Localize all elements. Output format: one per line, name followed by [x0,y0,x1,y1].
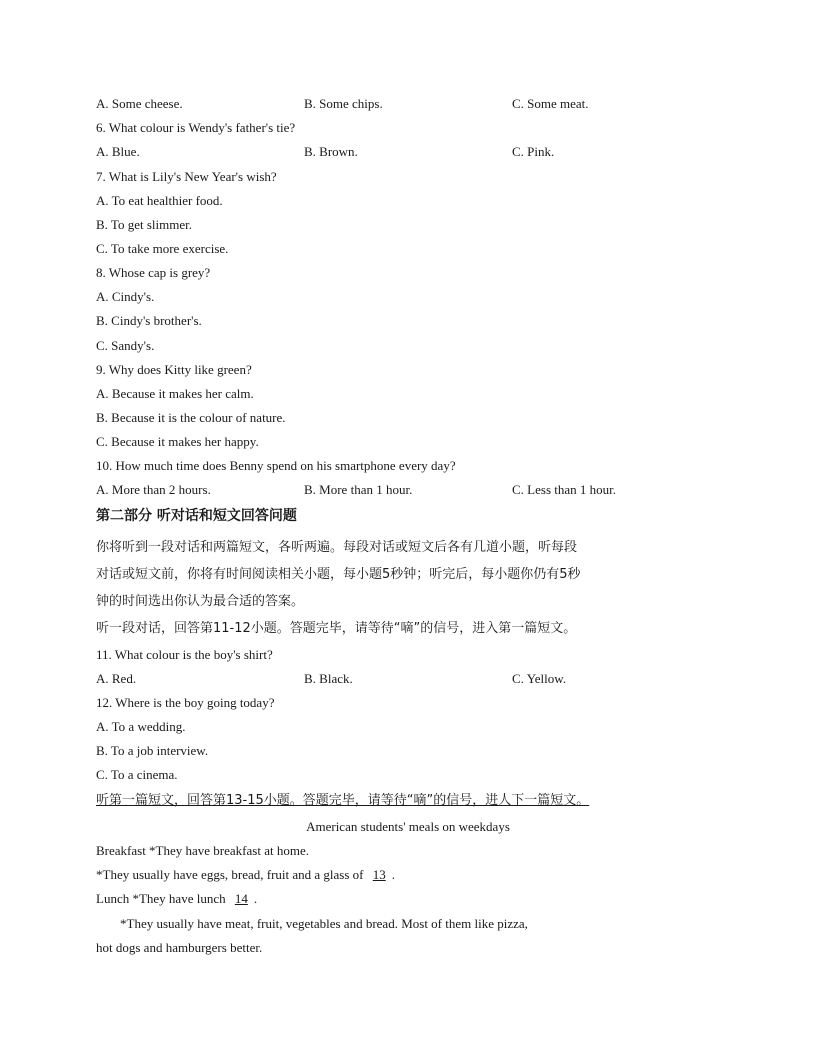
q12-option-c: C. To a cinema. [96,767,178,782]
q7-option-c: C. To take more exercise. [96,241,229,256]
period: . [253,891,258,906]
lunch-detail-1: *They usually have meat, fruit, vegetables and bread. Most of them like pizza, [120,916,528,931]
blank-13: 13 [372,867,386,882]
q6-option-a: A. Blue. [96,144,140,159]
q11-option-a: A. Red. [96,671,137,686]
table-title: American students' meals on weekdays [306,819,510,834]
q5-option-c: C. Some meat. [512,96,589,111]
instruction-line-2: 对话或短文前，你将有时间阅读相关小题，每小题5秒钟；听完后，每小题你仍有5秒 [96,567,581,582]
breakfast-line: Breakfast *They have breakfast at home. [96,843,309,858]
instruction-line-1: 你将听到一段对话和两篇短文，各听两遍。每段对话或短文后各有几道小题，听每段 [96,540,578,555]
q9-option-a: A. Because it makes her calm. [96,386,254,401]
lunch-line [96,891,257,907]
q11-option-b: B. Black. [304,671,353,686]
lunch-detail-2: hot dogs and hamburgers better. [96,940,263,955]
q12-question: 12. Where is the boy going today? [96,695,275,710]
q8-option-b: B. Cindy's brother's. [96,313,202,328]
q5-option-a: A. Some cheese. [96,96,183,111]
q10-option-c: C. Less than 1 hour. [512,482,616,497]
lunch-text: Lunch *They have lunch [96,891,229,906]
section-heading: 第二部分 听对话和短文回答问题 [96,508,297,524]
q6-question: 6. What colour is Wendy's father's tie? [96,120,296,135]
breakfast-detail-text: *They usually have eggs, bread, fruit and a glass of [96,867,367,882]
instruction-line-3: 钟的时间选出你认为最合适的答案。 [96,594,305,609]
q10-option-a: A. More than 2 hours. [96,482,211,497]
breakfast-detail [96,867,395,883]
q10-question: 10. How much time does Benny spend on his smartphone every day? [96,458,456,473]
q7-option-b: B. To get slimmer. [96,217,192,232]
passage-instruction: 听第一篇短文，回答第13-15小题。答题完毕，请等待“嘀”的信号，进人下一篇短文。 [96,793,590,808]
q7-question: 7. What is Lily's New Year's wish? [96,169,277,184]
q10-option-b: B. More than 1 hour. [304,482,413,497]
q8-option-c: C. Sandy's. [96,338,155,353]
q12-option-b: B. To a job interview. [96,743,209,758]
q5-option-b: B. Some chips. [304,96,383,111]
q9-question: 9. Why does Kitty like green? [96,362,252,377]
blank-14: 14 [234,891,248,906]
q7-option-a: A. To eat healthier food. [96,193,223,208]
q6-option-b: B. Brown. [304,144,358,159]
q9-option-b: B. Because it is the colour of nature. [96,410,286,425]
q9-option-c: C. Because it makes her happy. [96,434,259,449]
q6-option-c: C. Pink. [512,144,555,159]
q8-question: 8. Whose cap is grey? [96,265,211,280]
q8-option-a: A. Cindy's. [96,289,155,304]
period: . [391,867,396,882]
q12-option-a: A. To a wedding. [96,719,186,734]
q11-question: 11. What colour is the boy's shirt? [96,647,273,662]
q11-option-c: C. Yellow. [512,671,567,686]
dialogue-instruction: 听一段对话，回答第11-12小题。答题完毕，请等待“嘀”的信号，进入第一篇短文。 [96,621,577,636]
